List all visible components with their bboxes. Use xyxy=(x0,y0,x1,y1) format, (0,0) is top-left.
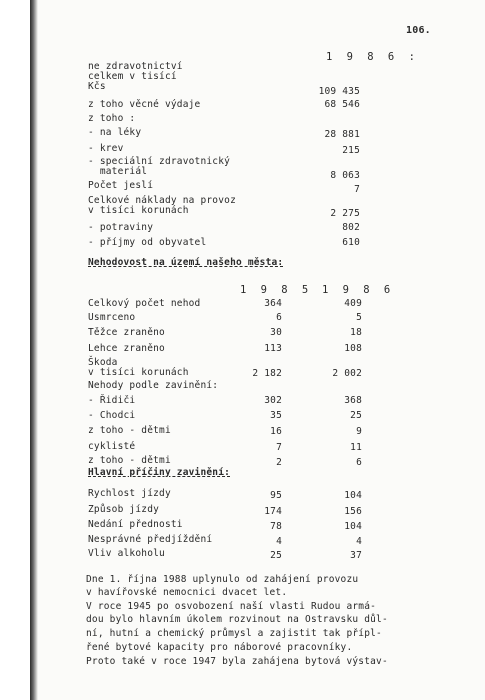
accidents-heading: Nehodovost na území našeho města: xyxy=(88,257,284,268)
accident-value-1986: 108 xyxy=(344,343,362,354)
accident-value-1986: 9 xyxy=(356,426,362,437)
health-row-value: 2 275 xyxy=(330,208,360,219)
health-row-label: z toho věcné výdaje xyxy=(88,99,201,110)
health-row-label: Celkové náklady na provoz v tisíci korunách xyxy=(88,195,236,216)
accident-row-label: - Chodci xyxy=(88,410,136,421)
health-row-value: 215 xyxy=(342,145,360,156)
health-row-label: - krev xyxy=(88,143,124,154)
cause-value-1986: 104 xyxy=(344,521,362,532)
cause-value-1986: 104 xyxy=(344,490,362,501)
health-row-value: 610 xyxy=(342,237,360,248)
accident-row-label: - Řidiči xyxy=(88,395,136,406)
paragraph-line: v havířovské nemocnici dvacet let. xyxy=(86,587,288,598)
page-binding-edge xyxy=(30,0,38,700)
accident-row-label: Usmrceno xyxy=(88,312,136,323)
cause-value-1985: 25 xyxy=(270,550,282,561)
paragraph-line: V roce 1945 po osvobození naší vlasti Rudou armá- xyxy=(86,601,377,612)
accident-value-1985: 2 182 xyxy=(252,368,282,379)
cause-row-label: Nesprávné předjíždění xyxy=(88,534,213,545)
accident-value-1986: 25 xyxy=(350,410,362,421)
health-row-label: - příjmy od obyvatel xyxy=(88,237,207,248)
cause-value-1986: 4 xyxy=(356,536,362,547)
paragraph-line: řené bytové kapacity pro náborové pracovníky. xyxy=(86,642,353,653)
accident-value-1985: 35 xyxy=(270,410,282,421)
accident-value-1985: 6 xyxy=(276,312,282,323)
accident-row-label: Škoda v tisíci korunách xyxy=(88,357,189,378)
health-row-label: - na léky xyxy=(88,127,142,138)
accident-value-1985: 16 xyxy=(270,426,282,437)
accident-value-1985: 30 xyxy=(270,327,282,338)
health-title-value: 109 435 xyxy=(318,86,360,97)
health-title: ne zdravotnictví celkem v tisící Kčs xyxy=(88,61,183,92)
accident-value-1985: 2 xyxy=(276,457,282,468)
health-row-value: 68 546 xyxy=(324,99,360,110)
health-row-label: - potraviny xyxy=(88,222,154,233)
accident-value-1986: 409 xyxy=(344,298,362,309)
cause-value-1986: 156 xyxy=(344,506,362,517)
accident-row-label: z toho - dětmi xyxy=(88,455,171,466)
accident-value-1985: 364 xyxy=(264,298,282,309)
page-number: 106. xyxy=(406,25,431,36)
cause-value-1985: 95 xyxy=(270,490,282,501)
accident-value-1986: 5 xyxy=(356,312,362,323)
paragraph-line: dou bylo hlavním úkolem rozvinout na Ostravsku důl- xyxy=(86,614,388,625)
accident-value-1986: 11 xyxy=(350,442,362,453)
paragraph-line: ní, hutní a chemický průmysl a zajistit tak přípl- xyxy=(86,628,382,639)
accident-value-1985: 302 xyxy=(264,395,282,406)
accident-value-1986: 2 002 xyxy=(332,368,362,379)
health-row-label: z toho : xyxy=(88,113,136,124)
health-row-value: 7 xyxy=(354,184,360,195)
paragraph-line: Proto také v roce 1947 byla zahájena bytová výstav- xyxy=(86,656,388,667)
cause-row-label: Způsob jízdy xyxy=(88,504,160,515)
accident-row-label: Nehody podle zavinění: xyxy=(88,380,219,391)
cause-row-label: Nedání přednosti xyxy=(88,519,183,530)
cause-value-1985: 174 xyxy=(264,506,282,517)
causes-heading: Hlavní příčiny zavinění: xyxy=(88,467,231,478)
year-1985-header: 1 9 8 5 xyxy=(240,284,313,296)
paragraph-line: Dne 1. října 1988 uplynulo od zahájení provozu xyxy=(86,574,359,585)
accident-row-label: Těžce zraněno xyxy=(88,327,165,338)
year-1986-header: 1 9 8 6 xyxy=(322,284,395,296)
cause-value-1985: 78 xyxy=(270,521,282,532)
health-row-label: - speciální zdravotnický materiál xyxy=(88,156,231,177)
accident-row-label: z toho - dětmi xyxy=(88,425,171,436)
cause-value-1986: 37 xyxy=(350,550,362,561)
cause-row-label: Rychlost jízdy xyxy=(88,488,171,499)
health-row-label: Počet jeslí xyxy=(88,180,154,191)
cause-row-label: Vliv alkoholu xyxy=(88,548,165,559)
accident-value-1986: 368 xyxy=(344,395,362,406)
accident-value-1986: 6 xyxy=(356,457,362,468)
accident-value-1985: 7 xyxy=(276,442,282,453)
accident-row-label: cyklisté xyxy=(88,441,136,452)
health-row-value: 8 063 xyxy=(330,170,360,181)
accident-value-1985: 113 xyxy=(264,343,282,354)
accident-row-label: Celkový počet nehod xyxy=(88,298,201,309)
year-header: 1 9 8 6 : xyxy=(326,51,419,63)
accident-row-label: Lehce zraněno xyxy=(88,343,165,354)
accident-value-1986: 18 xyxy=(350,327,362,338)
health-row-value: 802 xyxy=(342,222,360,233)
health-row-value: 28 881 xyxy=(324,129,360,140)
cause-value-1985: 4 xyxy=(276,536,282,547)
